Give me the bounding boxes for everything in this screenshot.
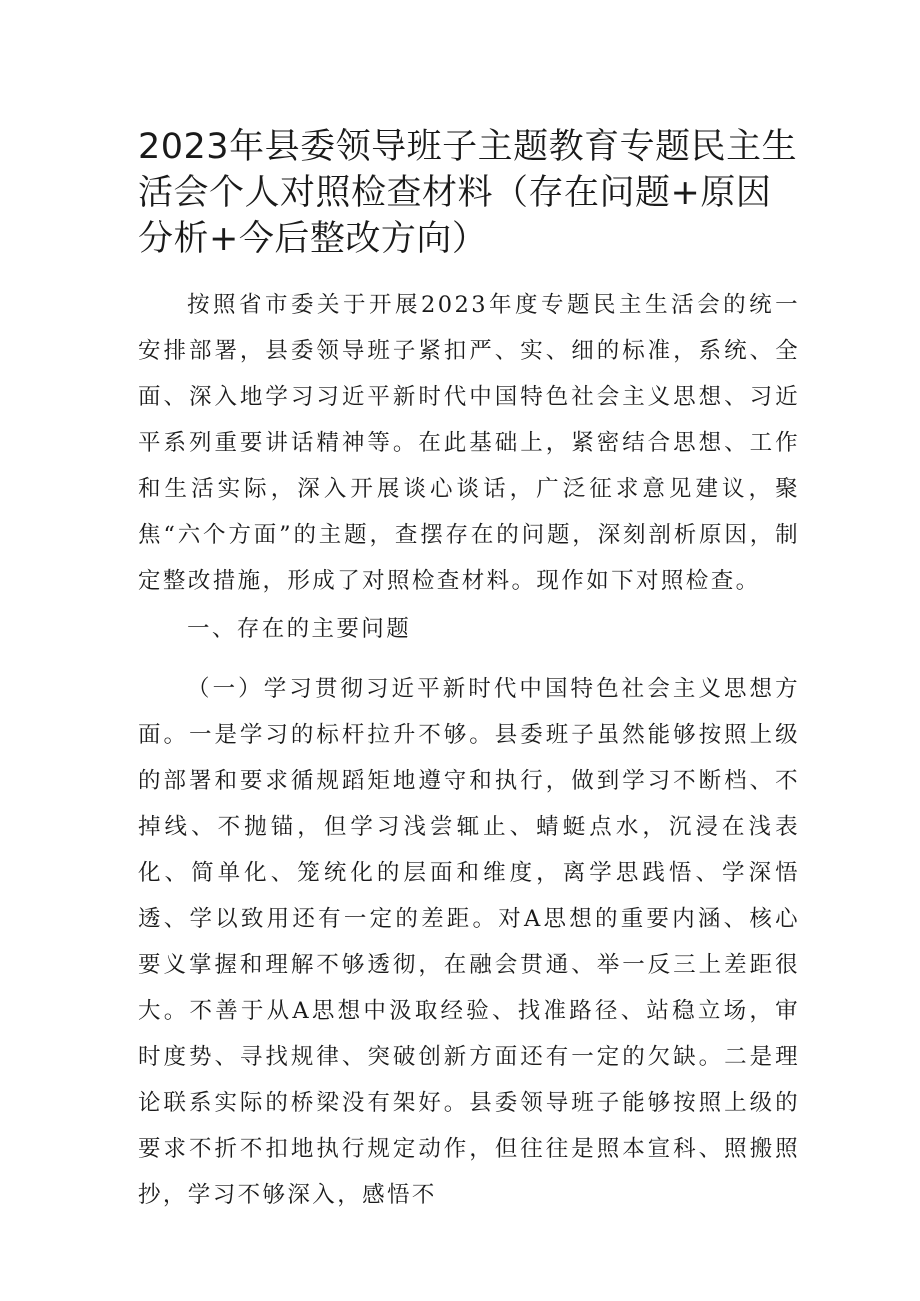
section-heading-1: 一、存在的主要问题	[187, 616, 412, 642]
intro-paragraph: 按照省市委关于开展2023年度专题民主生活会的统一安排部署，县委领导班子紧扣严、实、细的标准，系统、全面、深入地学习习近平新时代中国特色社会主义思想、习近平系列重要讲话精神等。在此基础上，紧密结合思想、工作和生活实际，深入开展谈心谈话，广泛征求意见建议，聚焦“六个方面”的主题，查摆存在的问题，深刻剖析原因，制定整改措施，形成了对照检查材料。现作如下对照检查。	[138, 292, 800, 594]
section-1-paragraph: （一）学习贯彻习近平新时代中国特色社会主义思想方面。一是学习的标杆拉升不够。县委班子虽然能够按照上级的部署和要求循规蹈矩地遵守和执行，做到学习不断档、不掉线、不抛锚，但学习浅尝辄止、蜻蜓点水，沉浸在浅表化、简单化、笼统化的层面和维度，离学思践悟、学深悟透、学以致用还有一定的差距。对A思想的重要内涵、核心要义掌握和理解不够透彻，在融会贯通、举一反三上差距很大。不善于从A思想中汲取经验、找准路径、站稳立场，审时度势、寻找规律、突破创新方面还有一定的欠缺。二是理论联系实际的桥梁没有架好。县委领导班子能够按照上级的要求不折不扣地执行规定动作，但往往是照本宣科、照搬照抄，学习不够深入，感悟不	[138, 676, 800, 1208]
document-title: 2023年县委领导班子主题教育专题民主生活会个人对照检查材料（存在问题+原因分析+今后整改方向）	[138, 127, 798, 259]
